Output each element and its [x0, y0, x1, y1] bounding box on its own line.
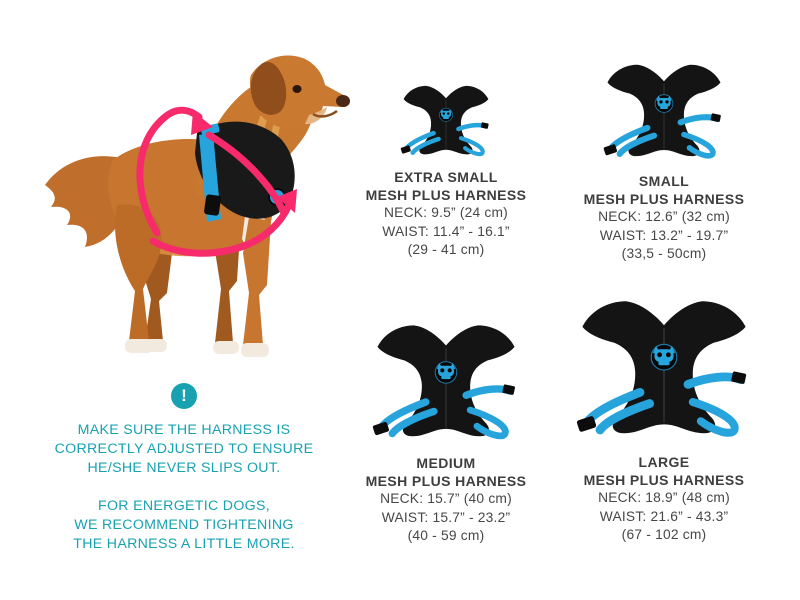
warning-line: HE/SHE NEVER SLIPS OUT. [87, 460, 281, 476]
size-card-extra-small [348, 80, 544, 260]
harness-image-large [576, 290, 752, 446]
waist-measurement-inches: WAIST: 11.4” - 16.1” [382, 223, 510, 239]
size-name: SMALL [638, 173, 690, 189]
waist-measurement-inches: WAIST: 13.2” - 19.7” [599, 227, 729, 243]
product-name: MESH PLUS HARNESS [583, 191, 745, 207]
size-card-text [348, 454, 544, 546]
product-name: MESH PLUS HARNESS [583, 472, 745, 488]
warning-paragraph-fit [34, 421, 334, 478]
dog-paw [241, 343, 269, 357]
warning-note [34, 383, 334, 554]
dog-paw [213, 341, 239, 354]
size-card-text [566, 172, 762, 264]
warning-text [34, 421, 334, 554]
neck-measurement: NECK: 9.5” (24 cm) [384, 205, 508, 220]
waist-measurement-cm: (33,5 - 50cm) [621, 246, 707, 261]
waist-measurement-cm: (67 - 102 cm) [621, 527, 707, 542]
harness-image-extra-small [400, 80, 492, 161]
size-name: LARGE [638, 454, 690, 470]
dog-photo [25, 5, 355, 365]
size-name: EXTRA SMALL [394, 169, 498, 185]
size-card-text [566, 453, 762, 545]
waist-measurement-cm: (40 - 59 cm) [407, 528, 485, 543]
exclamation-icon: ! [171, 383, 197, 409]
dog-harness-buckle [204, 194, 222, 216]
dog-eye [293, 85, 302, 93]
warning-line: FOR ENERGETIC DOGS, [97, 498, 271, 514]
product-name: MESH PLUS HARNESS [365, 187, 527, 203]
warning-line: WE RECOMMEND TIGHTENING [74, 517, 294, 533]
dog-paw [125, 339, 153, 353]
neck-measurement: NECK: 18.9” (48 cm) [598, 490, 730, 505]
size-card-text [348, 168, 544, 260]
size-card-medium [348, 316, 544, 546]
warning-line: THE HARNESS A LITTLE MORE. [73, 536, 295, 552]
size-name: MEDIUM [416, 455, 476, 471]
neck-measurement: NECK: 12.6” (32 cm) [598, 209, 730, 224]
warning-paragraph-energetic [34, 497, 334, 554]
waist-measurement-cm: (29 - 41 cm) [407, 242, 485, 257]
warning-line: CORRECTLY ADJUSTED TO ENSURE [54, 441, 314, 457]
waist-measurement-inches: WAIST: 15.7” - 23.2” [381, 509, 511, 525]
waist-measurement-inches: WAIST: 21.6” - 43.3” [599, 508, 729, 524]
neck-measurement: NECK: 15.7” (40 cm) [380, 491, 512, 506]
product-name: MESH PLUS HARNESS [365, 473, 527, 489]
size-card-large [566, 290, 762, 545]
size-card-small [566, 57, 762, 264]
harness-image-small [603, 57, 725, 165]
harness-image-medium [372, 316, 520, 447]
warning-line: MAKE SURE THE HARNESS IS [77, 422, 291, 438]
